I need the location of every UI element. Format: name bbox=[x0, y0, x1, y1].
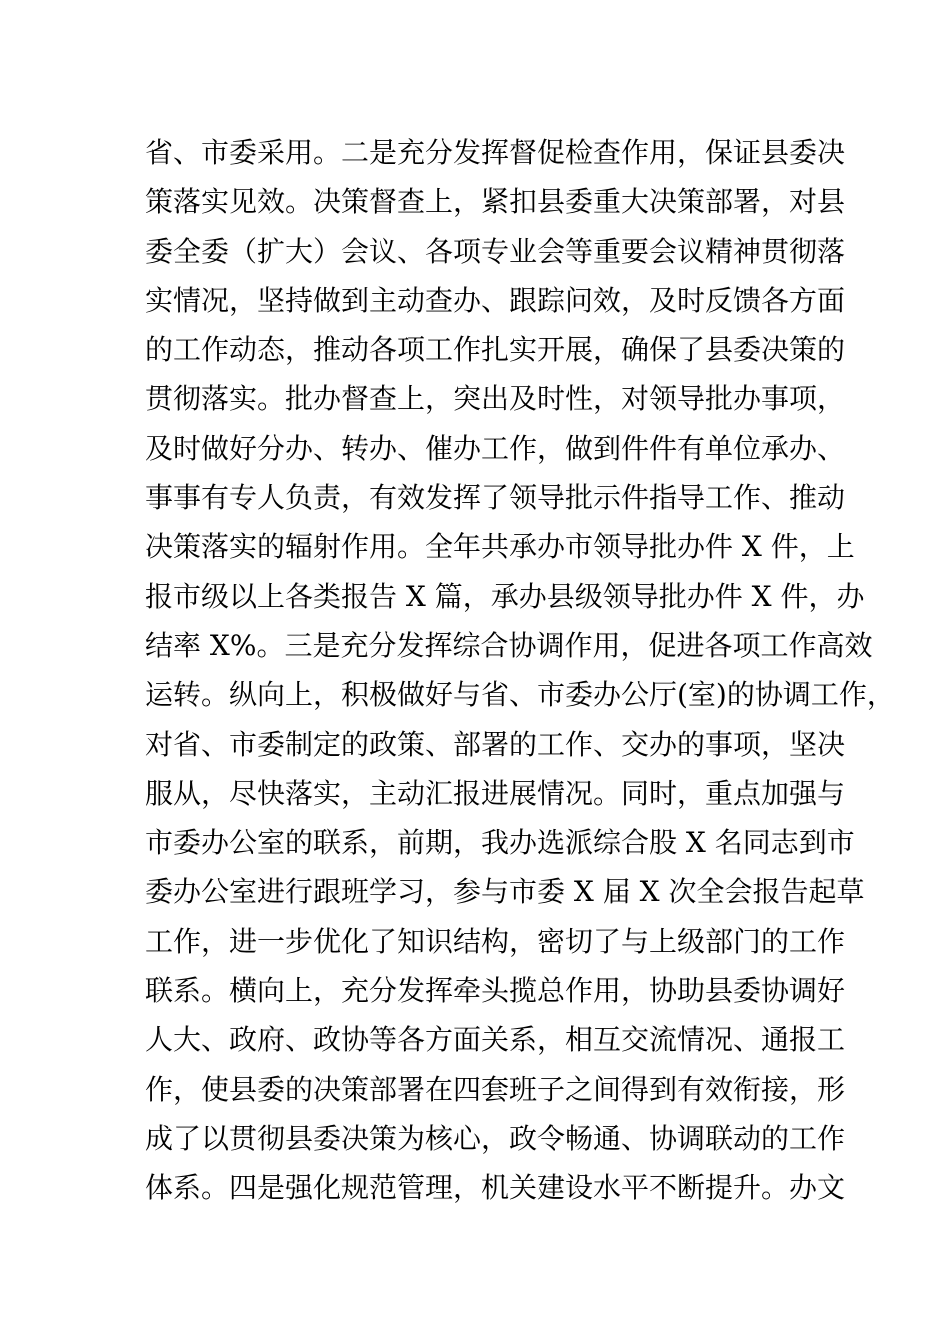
text-line: 成了以贯彻县委决策为核心，政令畅通、协调联动的工作 bbox=[145, 1121, 846, 1155]
text-line: 联系。横向上，充分发挥牵头揽总作用，协助县委协调好 bbox=[145, 974, 846, 1008]
text-line: 市委办公室的联系，前期，我办选派综合股 X 名同志到市 bbox=[145, 826, 855, 860]
text-line: 工作，进一步优化了知识结构，密切了与上级部门的工作 bbox=[145, 924, 846, 958]
text-line: 的工作动态，推动各项工作扎实开展，确保了县委决策的 bbox=[145, 333, 846, 367]
text-line: 委全委（扩大）会议、各项专业会等重要会议精神贯彻落 bbox=[145, 234, 846, 268]
text-line: 报市级以上各类报告 X 篇，承办县级领导批办件 X 件，办 bbox=[145, 579, 865, 613]
text-line: 作，使县委的决策部署在四套班子之间得到有效衔接，形 bbox=[145, 1072, 846, 1106]
text-line: 运转。纵向上，积极做好与省、市委办公厅(室)的协调工作， bbox=[145, 678, 895, 712]
text-line: 决策落实的辐射作用。全年共承办市领导批办件 X 件，上 bbox=[145, 530, 855, 564]
text-line: 贯彻落实。批办督查上，突出及时性，对领导批办事项， bbox=[145, 382, 846, 416]
text-line: 对省、市委制定的政策、部署的工作、交办的事项，坚决 bbox=[145, 727, 846, 761]
text-line: 服从，尽快落实，主动汇报进展情况。同时，重点加强与 bbox=[145, 776, 846, 810]
text-line: 体系。四是强化规范管理，机关建设水平不断提升。办文 bbox=[145, 1171, 846, 1205]
text-line: 人大、政府、政协等各方面关系，相互交流情况、通报工 bbox=[145, 1023, 846, 1057]
body-text bbox=[145, 128, 895, 1213]
text-line: 及时做好分办、转办、催办工作，做到件件有单位承办、 bbox=[145, 431, 846, 465]
text-line: 实情况，坚持做到主动查办、跟踪问效，及时反馈各方面 bbox=[145, 283, 846, 317]
text-line: 省、市委采用。二是充分发挥督促检查作用，保证县委决 bbox=[145, 136, 846, 169]
text-line: 委办公室进行跟班学习，参与市委 X 届 X 次全会报告起草 bbox=[145, 875, 865, 909]
text-line: 事事有专人负责，有效发挥了领导批示件指导工作、推动 bbox=[145, 481, 846, 515]
text-line: 结率 X%。三是充分发挥综合协调作用，促进各项工作高效 bbox=[145, 628, 873, 662]
text-line: 策落实见效。决策督查上，紧扣县委重大决策部署，对县 bbox=[145, 185, 846, 219]
